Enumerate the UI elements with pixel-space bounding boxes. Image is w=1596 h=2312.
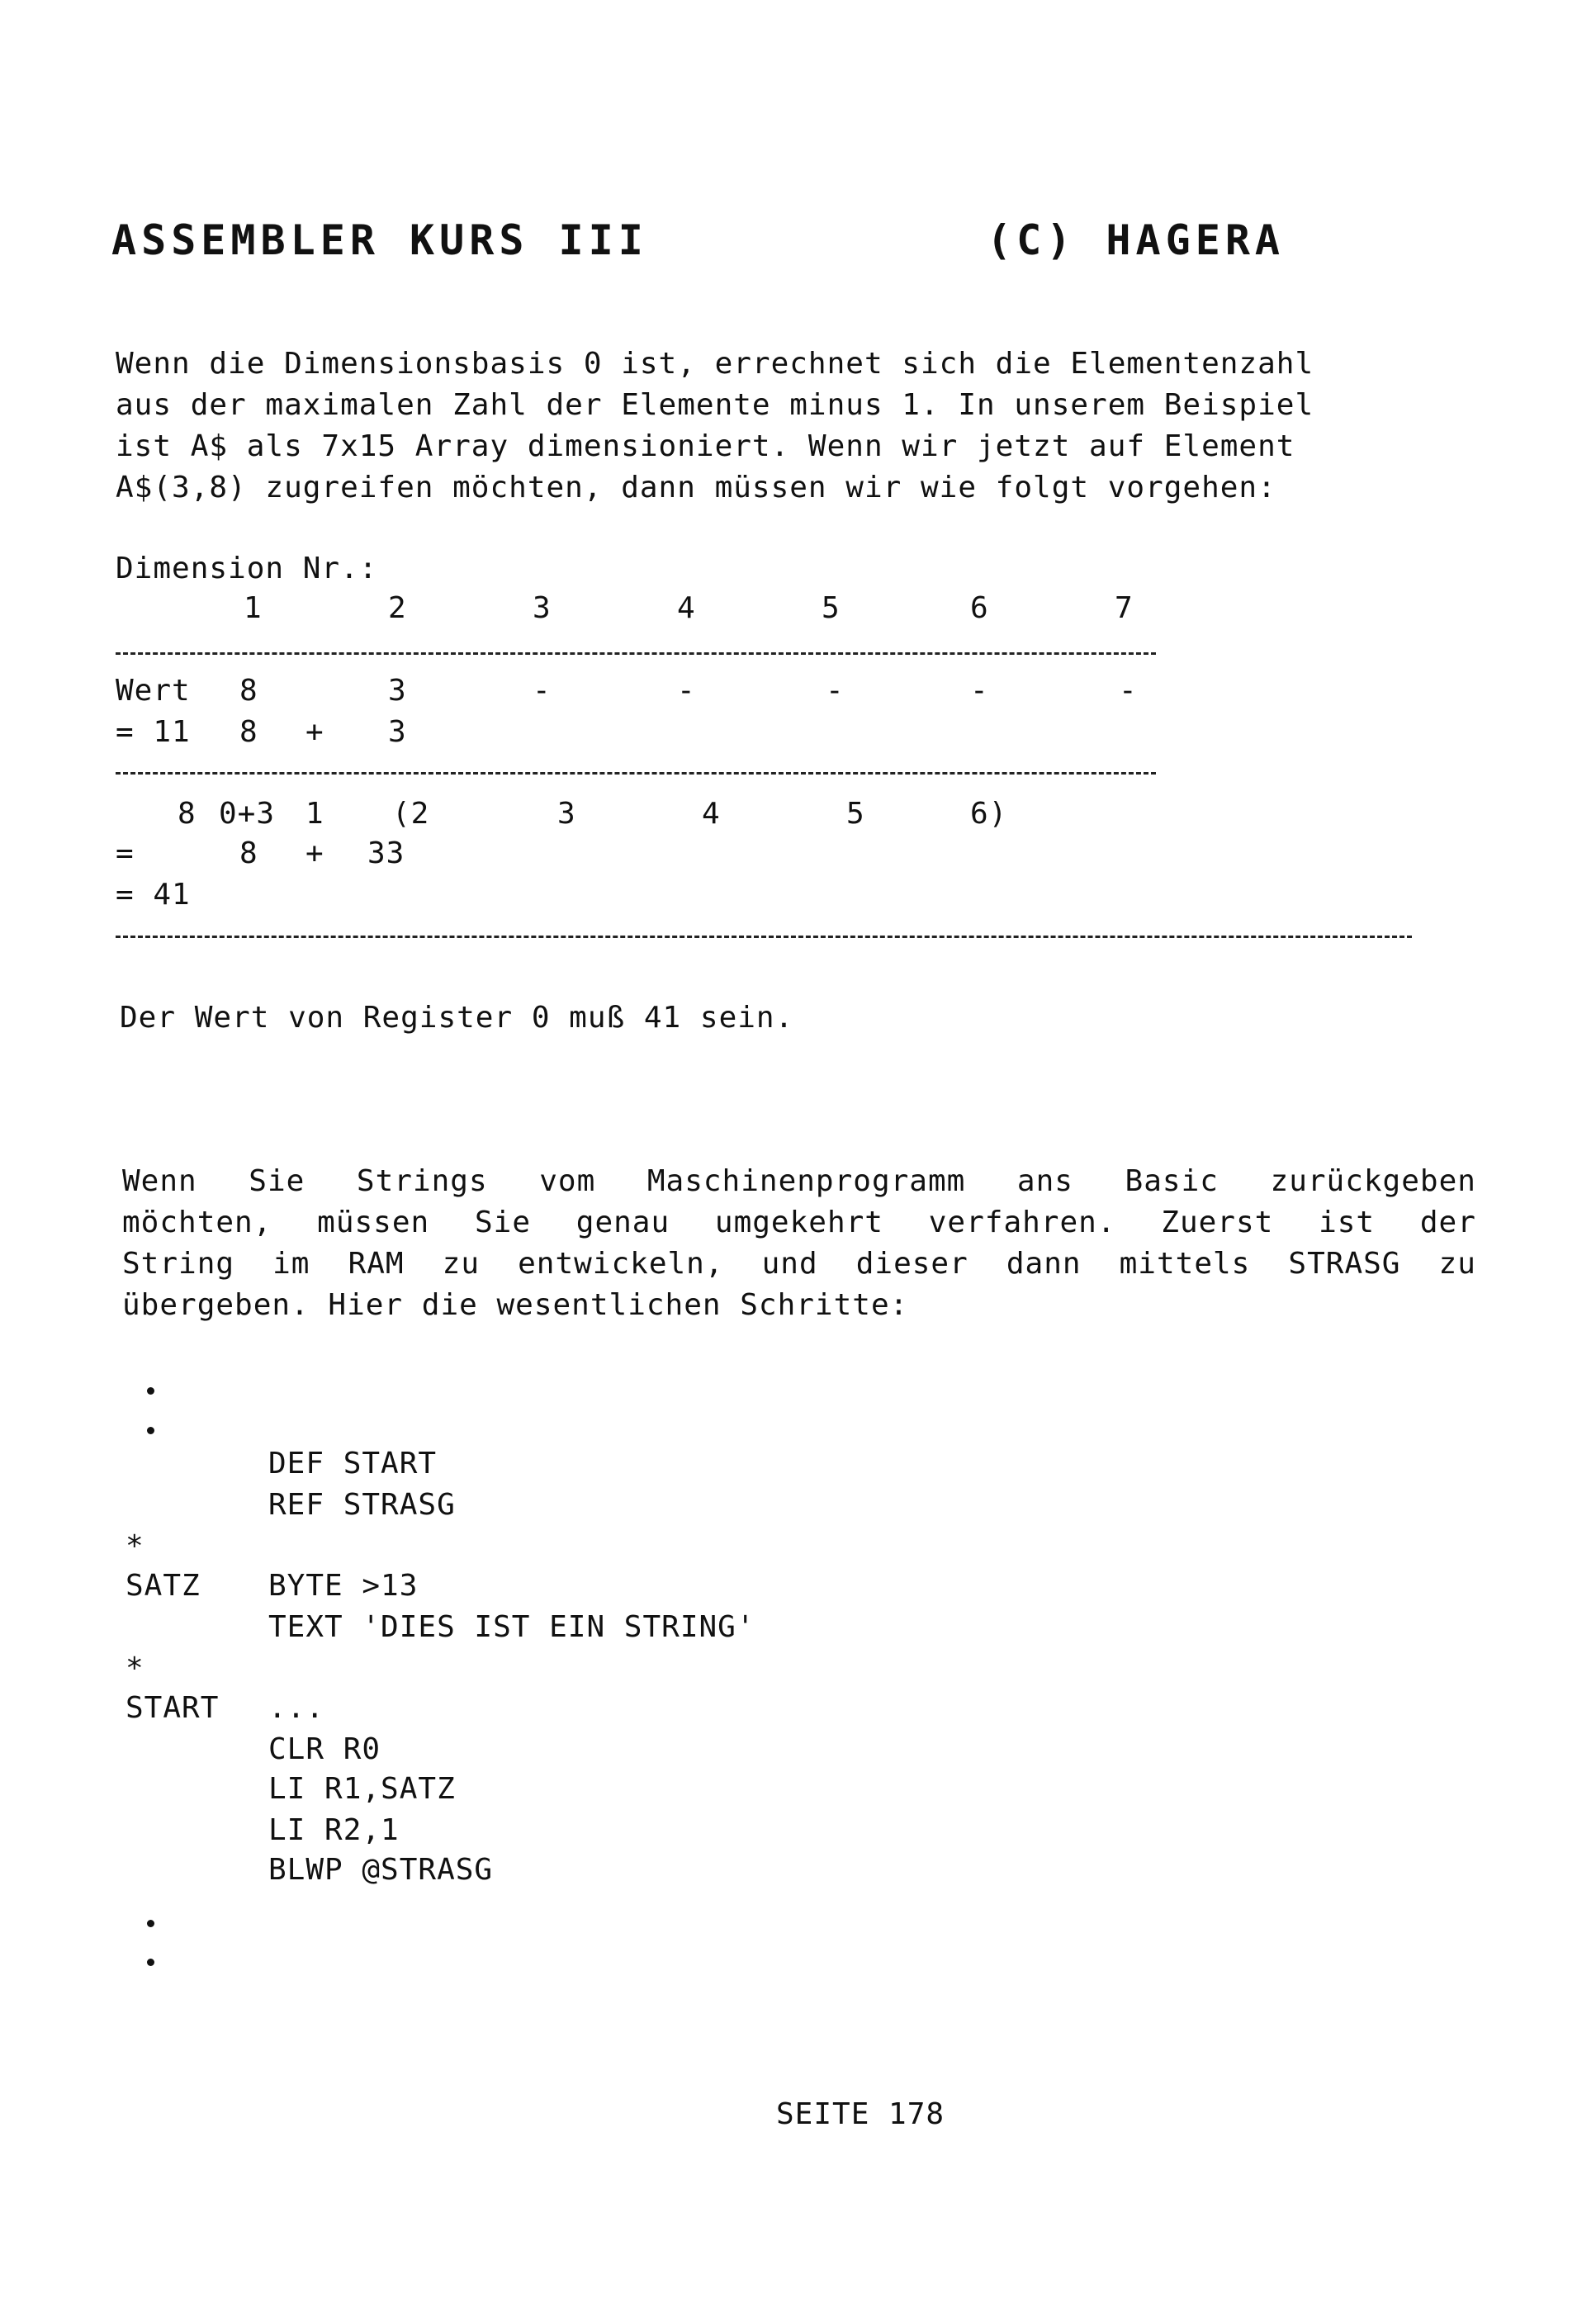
word: dann <box>1006 1247 1082 1281</box>
eq-row-cell: + <box>305 836 324 870</box>
word: Maschinenprogramm <box>646 1164 966 1198</box>
word: Sie <box>474 1206 531 1239</box>
dimension-label: Dimension Nr.: <box>116 552 378 585</box>
code-line: ... <box>268 1691 325 1725</box>
dimension-number: 3 <box>533 591 552 625</box>
code-line: REF STRASG <box>268 1488 456 1522</box>
table-divider <box>116 772 1156 775</box>
sum-row-cell: = 11 <box>116 715 191 749</box>
page-number: SEITE 178 <box>776 2097 945 2131</box>
calc-row-cell: 5 <box>846 797 865 831</box>
word: müssen <box>317 1206 430 1239</box>
word: Basic <box>1125 1164 1219 1198</box>
dimension-number: 7 <box>1115 591 1134 625</box>
sum-row-cell: 8 <box>239 715 258 749</box>
calc-row-cell: 8 <box>178 797 197 831</box>
code-line: LI R1,SATZ <box>268 1772 456 1806</box>
code-comment: * <box>126 1529 144 1563</box>
table-divider <box>116 652 1156 655</box>
code-line: BLWP @STRASG <box>268 1853 494 1887</box>
intro-line: A$(3,8) zugreifen möchten, dann müssen wir wie folgt vorgehen: <box>116 471 1276 505</box>
word: dieser <box>855 1247 968 1281</box>
code-line: BYTE >13 <box>268 1569 419 1603</box>
word: String <box>122 1247 235 1281</box>
intro-line: Wenn die Dimensionsbasis 0 ist, errechnet sich die Elementenzahl <box>116 347 1314 381</box>
code-line: LI R2,1 <box>268 1813 400 1847</box>
wert-value: - <box>970 674 989 708</box>
word: RAM <box>348 1247 405 1281</box>
word: Zuerst <box>1161 1206 1274 1239</box>
result-value: = 41 <box>116 878 191 912</box>
code-comment: * <box>126 1651 144 1685</box>
wert-value: 8 <box>239 674 258 708</box>
wert-value: - <box>826 674 845 708</box>
copyright-notice: (C) HAGERA <box>987 216 1286 264</box>
code-label: START <box>126 1691 220 1725</box>
eq-row-cell: = <box>116 836 135 870</box>
calc-row-cell: 0+3 <box>219 797 276 831</box>
table-divider <box>116 936 1412 938</box>
course-title: ASSEMBLER KURS III <box>111 216 648 264</box>
ellipsis-dot <box>147 1920 154 1927</box>
calc-row-cell: 1 <box>305 797 324 831</box>
word: Sie <box>249 1164 305 1198</box>
paragraph-line: übergeben. Hier die wesentlichen Schritte: <box>122 1288 909 1322</box>
dimension-number: 4 <box>677 591 696 625</box>
intro-line: ist A$ als 7x15 Array dimensioniert. Wenn wir jetzt auf Element <box>116 429 1295 463</box>
eq-row-cell: 33 <box>367 836 405 870</box>
ellipsis-dot <box>147 1959 154 1966</box>
wert-value: - <box>1119 674 1138 708</box>
sum-row-cell: + <box>305 715 324 749</box>
eq-row-cell: 8 <box>239 836 258 870</box>
dimension-number: 1 <box>244 591 263 625</box>
code-line: DEF START <box>268 1447 438 1481</box>
code-label: SATZ <box>126 1569 201 1603</box>
dimension-number: 5 <box>822 591 841 625</box>
word: genau <box>575 1206 670 1239</box>
word: und <box>761 1247 818 1281</box>
calc-row-cell: (2 <box>392 797 430 831</box>
paragraph-line <box>122 1164 1476 1198</box>
word: verfahren. <box>928 1206 1116 1239</box>
word: zu <box>1438 1247 1476 1281</box>
word: entwickeln, <box>518 1247 724 1281</box>
word: ans <box>1016 1164 1073 1198</box>
code-line: CLR R0 <box>268 1732 381 1766</box>
word: Wenn <box>122 1164 197 1198</box>
word: zu <box>442 1247 481 1281</box>
wert-value: - <box>533 674 552 708</box>
word: der <box>1419 1206 1476 1239</box>
paragraph-line <box>122 1247 1476 1281</box>
wert-label: Wert <box>116 674 191 708</box>
word: im <box>272 1247 310 1281</box>
calc-row-cell: 3 <box>557 797 576 831</box>
calc-row-cell: 6) <box>970 797 1008 831</box>
word: zurückgeben <box>1270 1164 1476 1198</box>
ellipsis-dot <box>147 1387 154 1395</box>
code-line: TEXT 'DIES IST EIN STRING' <box>268 1610 755 1644</box>
wert-value: 3 <box>388 674 407 708</box>
sum-row-cell: 3 <box>388 715 407 749</box>
intro-line: aus der maximalen Zahl der Elemente minus 1. In unserem Beispiel <box>116 388 1314 422</box>
word: ist <box>1319 1206 1376 1239</box>
wert-value: - <box>677 674 696 708</box>
word: möchten, <box>122 1206 272 1239</box>
word: Strings <box>356 1164 488 1198</box>
word: STRASG <box>1288 1247 1401 1281</box>
word: mittels <box>1119 1247 1251 1281</box>
dimension-number: 6 <box>970 591 989 625</box>
word: vom <box>539 1164 596 1198</box>
ellipsis-dot <box>147 1427 154 1434</box>
dimension-number: 2 <box>388 591 407 625</box>
calc-row-cell: 4 <box>702 797 721 831</box>
paragraph-line <box>122 1206 1476 1239</box>
result-sentence: Der Wert von Register 0 muß 41 sein. <box>120 1001 794 1035</box>
word: umgekehrt <box>714 1206 883 1239</box>
